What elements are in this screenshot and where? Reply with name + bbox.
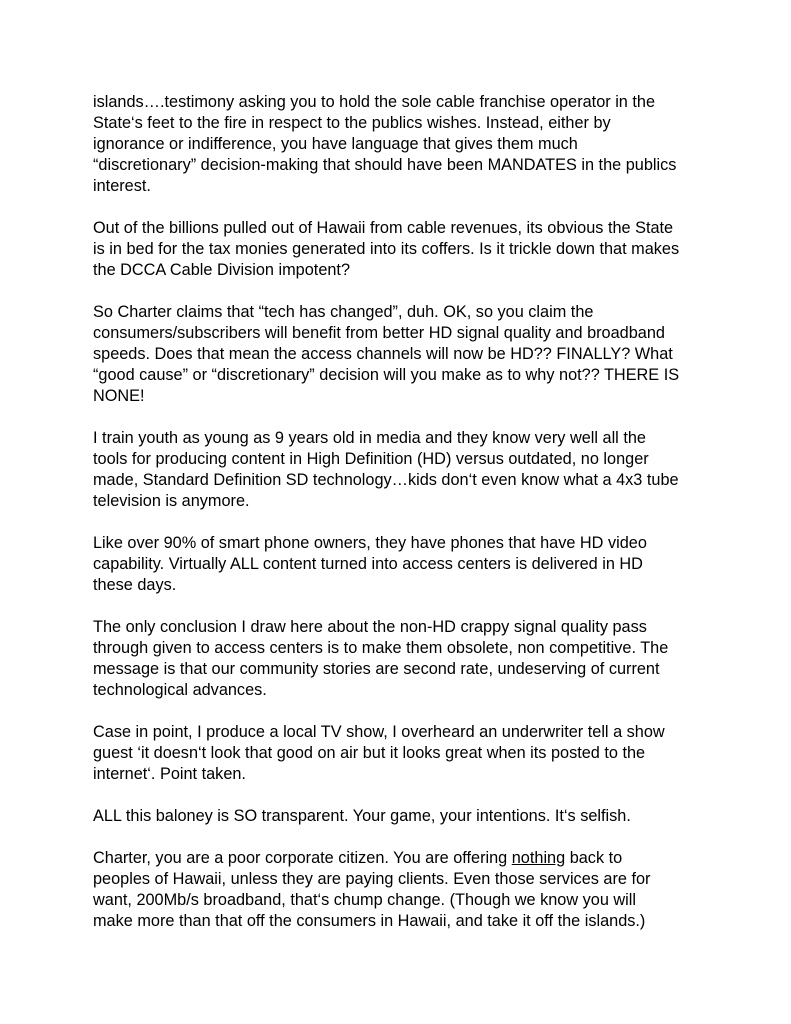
paragraph-charter-citizen	[93, 848, 713, 932]
text-line: consumers/subscribers will benefit from better HD signal quality and broadband	[93, 324, 665, 342]
text-line: want, 200Mb/s broadband, that‘s chump change. (Though we know you will	[93, 891, 637, 909]
underlined-word: nothing	[511, 849, 566, 867]
paragraph-testimony	[93, 92, 713, 197]
text-line: speeds. Does that mean the access channels will now be HD?? FINALLY? What	[93, 345, 673, 363]
document-body	[93, 92, 713, 953]
text-line: Out of the billions pulled out of Hawaii from cable revenues, its obvious the State	[93, 219, 674, 237]
text-line: tools for producing content in High Definition (HD) versus outdated, no longer	[93, 450, 649, 468]
text-line: the DCCA Cable Division impotent?	[93, 261, 351, 279]
text-run: Charter, you are a poor corporate citizen. You are offering	[93, 849, 512, 867]
text-line: ignorance or indifference, you have language that gives them much	[93, 135, 578, 153]
text-line: I train youth as young as 9 years old in media and they know very well all the	[93, 429, 646, 447]
text-line: NONE!	[93, 387, 145, 405]
text-line: internet‘. Point taken.	[93, 765, 246, 783]
text-line: these days.	[93, 576, 177, 594]
text-line: interest.	[93, 177, 151, 195]
text-line: The only conclusion I draw here about the non-HD crappy signal quality pass	[93, 618, 647, 636]
text-line: “good cause” or “discretionary” decision will you make as to why not?? THERE IS	[93, 366, 680, 384]
paragraph-smart-phones	[93, 533, 713, 596]
text-line: peoples of Hawaii, unless they are paying clients. Even those services are for	[93, 870, 651, 888]
paragraph-conclusion	[93, 617, 713, 701]
text-line: technological advances.	[93, 681, 267, 699]
text-line: So Charter claims that “tech has changed”, duh. OK, so you claim the	[93, 303, 594, 321]
paragraph-case-in-point	[93, 722, 713, 785]
text-line: television is anymore.	[93, 492, 250, 510]
text-line: message is that our community stories are second rate, undeserving of current	[93, 660, 660, 678]
text-line: is in bed for the tax monies generated into its coffers. Is it trickle down that makes	[93, 240, 680, 258]
text-line: made, Standard Definition SD technology…kids don‘t even know what a 4x3 tube	[93, 471, 679, 489]
text-line: islands….testimony asking you to hold the sole cable franchise operator in the	[93, 93, 656, 111]
text-line: through given to access centers is to make them obsolete, non competitive. The	[93, 639, 669, 657]
text-line: State‘s feet to the fire in respect to the publics wishes. Instead, either by	[93, 114, 611, 132]
text-line: guest ‘it doesn‘t look that good on air but it looks great when its posted to the	[93, 744, 646, 762]
text-line: “discretionary” decision-making that should have been MANDATES in the publics	[93, 156, 677, 174]
text-line: Case in point, I produce a local TV show, I overheard an underwriter tell a show	[93, 723, 665, 741]
text-line: ALL this baloney is SO transparent. Your game, your intentions. It‘s selfish.	[93, 807, 631, 825]
paragraph-train-youth	[93, 428, 713, 512]
paragraph-billions	[93, 218, 713, 281]
text-line: make more than that off the consumers in Hawaii, and take it off the islands.)	[93, 912, 646, 930]
paragraph-tech-changed	[93, 302, 713, 407]
paragraph-baloney	[93, 806, 713, 827]
text-line: Like over 90% of smart phone owners, they have phones that have HD video	[93, 534, 647, 552]
text-line	[93, 848, 713, 869]
text-line: capability. Virtually ALL content turned into access centers is delivered in HD	[93, 555, 643, 573]
text-run: back to	[565, 849, 623, 867]
